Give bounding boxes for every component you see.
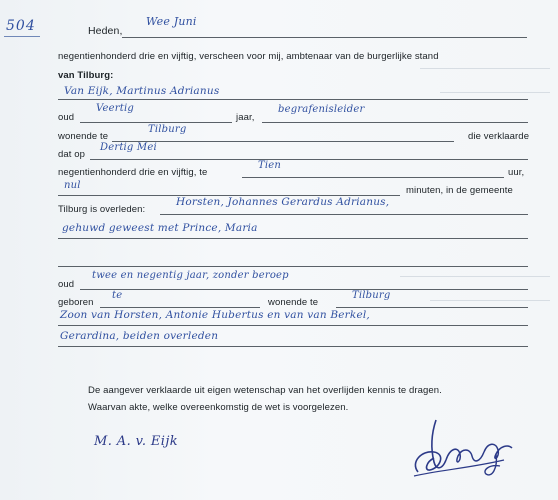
residence2-value: Tilburg [352,290,391,301]
overleden-label: Tilburg is overleden: [58,204,146,215]
deceased-rule [160,214,528,215]
heden-value: Wee Juni [146,15,197,28]
birthplace-rule [100,307,260,308]
oud-deceased-label: oud [58,279,75,290]
age-rule [80,122,232,123]
parents-line-2: Gerardina, beiden overleden [60,330,219,342]
bleed-through-line [420,68,550,69]
residence-rule [112,141,454,142]
van-tilburg-label [58,70,113,81]
occupation-value: begrafenisleider [278,104,365,115]
residence2-rule [336,307,528,308]
closing-line-2: Waarvan akte, welke overeenkomstig de wet is voorgelezen. [88,402,349,413]
parents-rule-2 [58,346,528,347]
birthplace-value: te [112,290,123,301]
wonende-label: wonende te [58,131,109,142]
date-value: Dertig Mei [100,142,157,153]
declarant-signature: M. A. v. Eijk [94,434,179,449]
closing-line-1: De aangever verklaarde uit eigen wetenschap van het overlijden kennis te dragen. [88,385,442,396]
blank-rule [58,266,528,267]
residence-value: Tilburg [148,124,187,135]
occupation-rule [262,122,528,123]
spouse-line: gehuwd geweest met Prince, Maria [62,222,258,234]
parents-rule-1 [58,325,528,326]
heden-rule [122,37,527,38]
deceased-age-line: twee en negentig jaar, zonder beroep [92,270,289,281]
minutes-value: nul [64,180,81,191]
hour-value: Tien [258,160,282,171]
declarant-rule [58,99,528,100]
death-year-line: negentienhonderd drie en vijftig, te [58,167,208,178]
deceased-name: Horsten, Johannes Gerardus Adrianus, [176,196,390,208]
age-value: Veertig [96,103,134,114]
record-number-underline [4,36,40,37]
geboren-label: geboren [58,297,94,308]
declarant-name: Van Eijk, Martinus Adrianus [64,85,220,97]
uur-label: uur, [508,167,525,178]
die-verklaarde-label: die verklaarde [468,131,530,142]
year-line: negentienhonderd drie en vijftig, verscheen voor mij, ambtenaar van de burgerlijke stand [58,51,439,62]
jaar-label: jaar, [236,112,255,123]
minuten-label: minuten, in de gemeente [406,185,513,196]
date-rule [90,159,528,160]
bleed-through-line [440,92,550,93]
wonende2-label: wonende te [268,297,319,308]
record-number: 504 [6,18,36,34]
deceased-age-rule [80,289,528,290]
bleed-through-line [430,300,550,301]
bleed-through-line [400,276,550,277]
oud-label: oud [58,112,75,123]
dat-op-label: dat op [58,149,86,160]
van-tilburg-text: van Tilburg: [58,70,114,81]
spouse-rule [58,238,528,239]
parents-line-1: Zoon van Horsten, Antonie Hubertus en van van Berkel, [60,309,370,321]
official-signature-image [400,412,520,482]
hour-rule [242,177,504,178]
heden-label: Heden, [88,25,123,37]
